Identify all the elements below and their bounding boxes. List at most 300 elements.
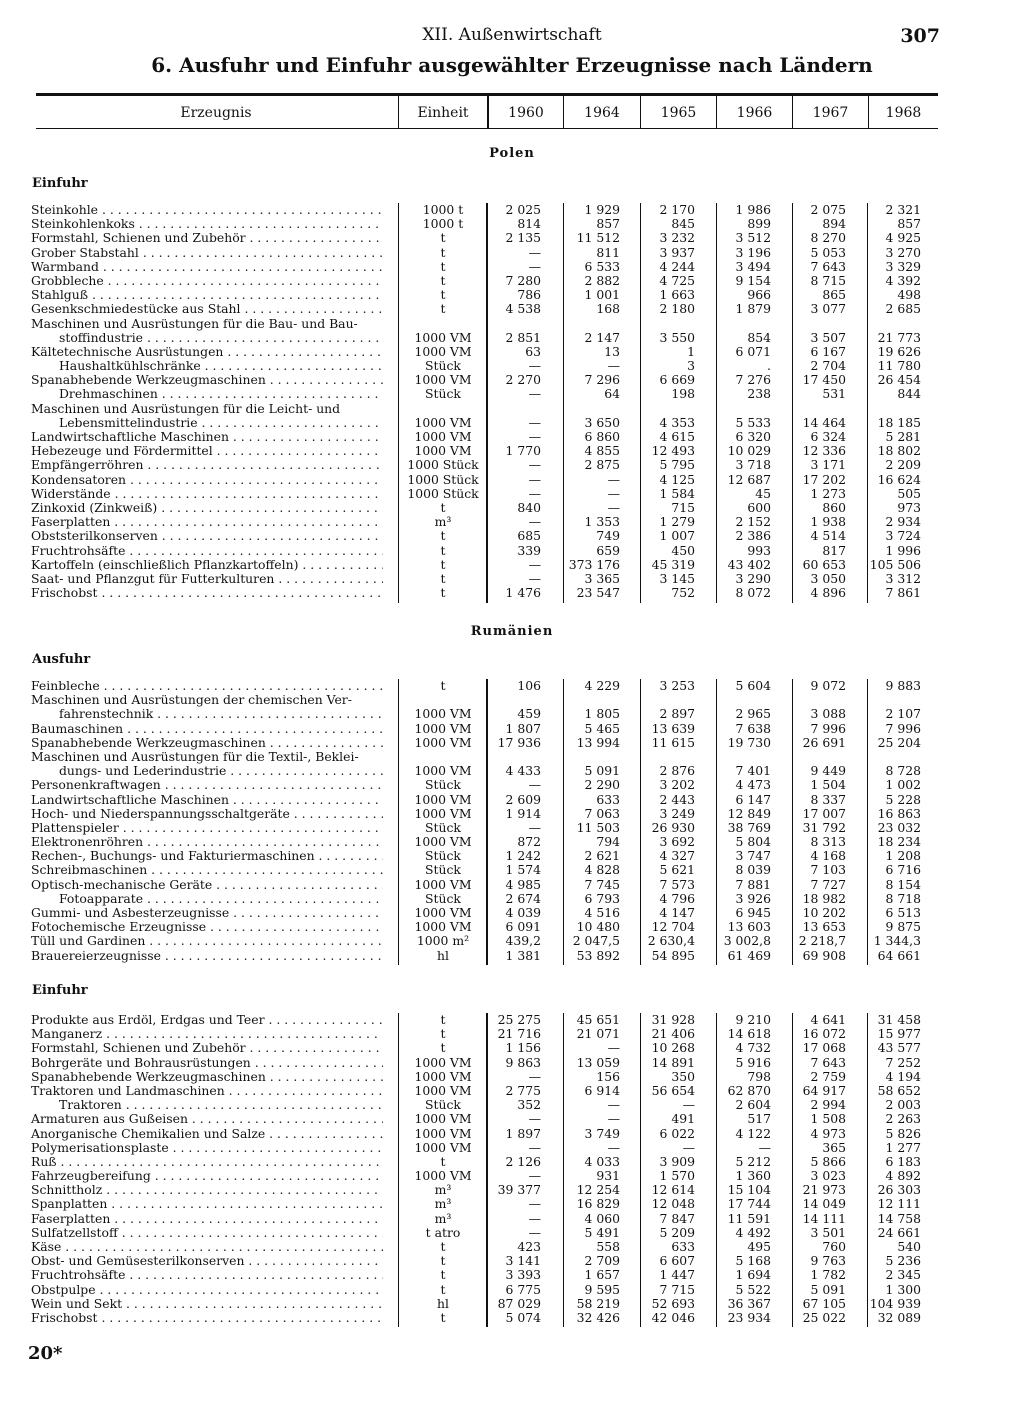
row-unit: 1000 Stück xyxy=(407,457,479,473)
row-value: 5 522 xyxy=(735,1281,771,1297)
row-value: 45 xyxy=(755,485,771,501)
row-unit: t xyxy=(440,542,446,558)
row-value: 4 828 xyxy=(584,862,620,878)
column-rule xyxy=(716,1013,717,1327)
country-heading-polen: Polen xyxy=(489,146,535,161)
row-value: 2 759 xyxy=(810,1068,846,1084)
row-value: 3 290 xyxy=(735,570,771,586)
row-value: 17 202 xyxy=(802,471,846,487)
row-value: 12 254 xyxy=(576,1182,620,1198)
row-unit: t xyxy=(440,244,446,260)
column-rule xyxy=(398,203,399,603)
row-value: 600 xyxy=(747,499,771,515)
row-value: 5 228 xyxy=(885,791,921,807)
row-value: 14 111 xyxy=(802,1210,846,1226)
row-value: 786 xyxy=(517,287,541,303)
row-value: 844 xyxy=(897,386,921,402)
column-rule xyxy=(640,679,641,965)
row-unit: 1000 VM xyxy=(414,443,472,459)
row-value: 61 469 xyxy=(727,947,771,963)
row-value: 2 218,7 xyxy=(798,933,846,949)
row-value: 11 615 xyxy=(651,734,695,750)
table-row xyxy=(0,863,1024,877)
row-value: 10 202 xyxy=(802,905,846,920)
row-value: 973 xyxy=(897,499,921,515)
row-value: 966 xyxy=(747,287,771,303)
table-row xyxy=(0,1254,1024,1268)
row-value: — xyxy=(528,386,541,402)
row-unit: t xyxy=(440,272,446,288)
row-value: 2 107 xyxy=(885,706,921,722)
row-value: — xyxy=(528,1068,541,1084)
row-value: 3 512 xyxy=(735,230,771,246)
row-value: 21 071 xyxy=(576,1026,620,1042)
row-unit: m³ xyxy=(434,1210,452,1226)
row-unit: t atro xyxy=(425,1224,461,1240)
row-value: 7 727 xyxy=(810,876,846,892)
row-value: 64 917 xyxy=(802,1082,846,1098)
row-value: 3 171 xyxy=(810,457,846,473)
row-value: 459 xyxy=(517,706,541,722)
row-value: 339 xyxy=(517,542,541,558)
row-value: 798 xyxy=(747,1068,771,1084)
row-value: 1 007 xyxy=(659,528,695,544)
row-value: 4 122 xyxy=(735,1125,771,1141)
row-unit: 1000 VM xyxy=(414,763,472,779)
row-value: 3 023 xyxy=(810,1168,846,1184)
row-unit: 1000 Stück xyxy=(407,485,479,501)
row-label: Feinbleche . . . xyxy=(31,679,383,693)
row-label: Wein und Sekt . . . xyxy=(31,1297,383,1311)
table-row xyxy=(0,949,1024,963)
row-value: 439,2 xyxy=(505,933,541,949)
column-header-year: 1967 xyxy=(812,105,849,121)
row-value: 17 068 xyxy=(802,1040,846,1056)
row-value: 25 275 xyxy=(497,1012,541,1027)
row-value: 10 268 xyxy=(651,1040,695,1056)
row-unit: Stück xyxy=(425,386,461,402)
row-value: 1 156 xyxy=(505,1040,541,1056)
table-row xyxy=(0,1268,1024,1282)
table-row xyxy=(0,331,1024,345)
column-rule xyxy=(398,679,399,965)
row-value: 365 xyxy=(822,1139,846,1155)
column-rule xyxy=(716,679,717,965)
row-value: 7 280 xyxy=(505,272,541,288)
row-value: 1 929 xyxy=(584,202,620,217)
row-unit: t xyxy=(440,585,446,601)
row-value: 4 732 xyxy=(735,1040,771,1056)
row-value: 3 650 xyxy=(584,414,620,430)
row-value: 2 270 xyxy=(505,372,541,388)
row-label: Armaturen aus Gußeisen . . . xyxy=(31,1112,383,1126)
row-value: 42 046 xyxy=(651,1309,695,1325)
row-unit: 1000 VM xyxy=(414,876,472,892)
row-value: 7 861 xyxy=(885,585,921,601)
row-value: 5 604 xyxy=(735,678,771,693)
row-value: 4 892 xyxy=(885,1168,921,1184)
column-rule xyxy=(563,679,564,965)
row-value: 2 180 xyxy=(659,301,695,317)
table-row xyxy=(0,288,1024,302)
row-label: Widerstände . . . xyxy=(31,487,383,501)
row-value: 5 826 xyxy=(885,1125,921,1141)
row-value: 3 145 xyxy=(659,570,695,586)
row-value: — xyxy=(528,358,541,374)
row-unit: t xyxy=(440,570,446,586)
row-value: 13 xyxy=(604,343,620,359)
row-value: 3 xyxy=(687,358,695,374)
row-unit: t xyxy=(440,1012,446,1027)
table-row xyxy=(0,260,1024,274)
row-value: 7 715 xyxy=(659,1281,695,1297)
row-value: 6 183 xyxy=(885,1153,921,1169)
row-value: 4 985 xyxy=(505,876,541,892)
table-row xyxy=(0,231,1024,245)
row-value: 5 491 xyxy=(584,1224,620,1240)
row-unit: t xyxy=(440,258,446,274)
row-unit: t xyxy=(440,1281,446,1297)
row-label: Sulfatzellstoff . . . xyxy=(31,1226,383,1240)
rows-rumaenien-ausfuhr xyxy=(0,679,1024,963)
row-value: 794 xyxy=(596,834,620,850)
row-value: 1 353 xyxy=(584,514,620,530)
row-value: 1 002 xyxy=(885,777,921,793)
table-row xyxy=(0,1169,1024,1183)
row-value: 749 xyxy=(596,528,620,544)
row-value: 9 863 xyxy=(505,1054,541,1070)
row-value: 13 603 xyxy=(727,919,771,935)
row-value: 1 914 xyxy=(505,805,541,821)
row-value: 3 501 xyxy=(810,1224,846,1240)
table-row xyxy=(0,515,1024,529)
row-value: 13 653 xyxy=(802,919,846,935)
row-value: 26 930 xyxy=(651,819,695,835)
row-value: 811 xyxy=(596,244,620,260)
row-value: 14 891 xyxy=(651,1054,695,1070)
row-value: 9 449 xyxy=(810,763,846,779)
column-rule xyxy=(867,679,868,965)
row-label: Personenkraftwagen . . . xyxy=(31,778,383,792)
row-value: 12 048 xyxy=(651,1196,695,1212)
row-value: 3 550 xyxy=(659,329,695,345)
column-rule xyxy=(563,203,564,603)
row-value: 11 780 xyxy=(877,358,921,374)
row-value: 5 465 xyxy=(584,720,620,736)
table-row xyxy=(0,835,1024,849)
row-value: — xyxy=(607,1139,620,1155)
table-row xyxy=(0,487,1024,501)
row-value: 931 xyxy=(596,1168,620,1184)
table-row xyxy=(0,529,1024,543)
row-value: 1 996 xyxy=(885,542,921,558)
row-value: 1 663 xyxy=(659,287,695,303)
row-value: 26 691 xyxy=(802,734,846,750)
table-row xyxy=(0,1226,1024,1240)
row-value: 25 022 xyxy=(802,1309,846,1325)
row-value: 63 xyxy=(525,343,541,359)
row-value: 854 xyxy=(747,329,771,345)
row-value: 3 196 xyxy=(735,244,771,260)
row-value: 4 896 xyxy=(810,585,846,601)
row-value: 2 321 xyxy=(885,202,921,217)
table-row xyxy=(0,317,1024,331)
row-value: 1 279 xyxy=(659,514,695,530)
row-unit: 1000 VM xyxy=(414,805,472,821)
row-label: fahrenstechnik . . . xyxy=(31,707,383,721)
row-value: 4 492 xyxy=(735,1224,771,1240)
column-rule xyxy=(640,203,641,603)
row-value: 25 204 xyxy=(877,734,921,750)
row-value: 752 xyxy=(671,585,695,601)
row-value: 899 xyxy=(747,216,771,232)
row-value: 5 866 xyxy=(810,1153,846,1169)
row-value: — xyxy=(528,414,541,430)
row-unit: Stück xyxy=(425,862,461,878)
table-row xyxy=(0,1183,1024,1197)
table-row xyxy=(0,892,1024,906)
row-value: 9 210 xyxy=(735,1012,771,1027)
row-value: 10 480 xyxy=(576,919,620,935)
row-value: 58 219 xyxy=(576,1295,620,1311)
row-value: 58 652 xyxy=(877,1082,921,1098)
row-value: 18 185 xyxy=(877,414,921,430)
row-value: 8 072 xyxy=(735,585,771,601)
row-value: 2 934 xyxy=(885,514,921,530)
row-unit: Stück xyxy=(425,819,461,835)
row-value: 106 xyxy=(517,678,541,693)
row-unit: 1000 VM xyxy=(414,414,472,430)
row-value: 2 882 xyxy=(584,272,620,288)
group-heading-ausfuhr: Ausfuhr xyxy=(32,652,91,667)
row-value: 4 641 xyxy=(810,1012,846,1027)
rows-polen-einfuhr xyxy=(0,203,1024,600)
row-value: 31 458 xyxy=(877,1012,921,1027)
row-value: 43 402 xyxy=(727,556,771,572)
row-value: 21 973 xyxy=(802,1182,846,1198)
row-value: 12 849 xyxy=(727,805,771,821)
row-value: — xyxy=(607,471,620,487)
row-value: 13 639 xyxy=(651,720,695,736)
table-row xyxy=(0,572,1024,586)
row-value: 6 071 xyxy=(735,343,771,359)
row-value: 5 795 xyxy=(659,457,695,473)
row-value: — xyxy=(528,1168,541,1184)
row-label: stoffindustrie . . . xyxy=(31,331,383,345)
table-row xyxy=(0,793,1024,807)
row-label: dungs- und Lederindustrie . . . xyxy=(31,764,383,778)
row-value: 56 654 xyxy=(651,1082,695,1098)
row-value: 2 876 xyxy=(659,763,695,779)
row-value: 3 365 xyxy=(584,570,620,586)
row-value: 4 473 xyxy=(735,777,771,793)
row-value: 7 573 xyxy=(659,876,695,892)
row-value: 6 091 xyxy=(505,919,541,935)
row-value: 8 728 xyxy=(885,763,921,779)
row-value: 60 653 xyxy=(802,556,846,572)
table-row xyxy=(0,1283,1024,1297)
row-value: 18 234 xyxy=(877,834,921,850)
row-value: 5 533 xyxy=(735,414,771,430)
row-value: 2 025 xyxy=(505,202,541,217)
row-value: — xyxy=(528,1139,541,1155)
row-value: 1 381 xyxy=(505,947,541,963)
row-label: Traktoren und Landmaschinen . . . xyxy=(31,1084,383,1098)
row-label: Anorganische Chemikalien und Salze . . . xyxy=(31,1127,383,1141)
row-value: 1 277 xyxy=(885,1139,921,1155)
row-value: 10 029 xyxy=(727,443,771,459)
row-value: 4 796 xyxy=(659,890,695,906)
row-value: 760 xyxy=(822,1239,846,1254)
row-unit: 1000 t xyxy=(422,202,464,217)
row-value: 13 059 xyxy=(576,1054,620,1070)
row-value: 993 xyxy=(747,542,771,558)
row-value: — xyxy=(528,1111,541,1127)
row-value: 7 252 xyxy=(885,1054,921,1070)
row-value: 8 337 xyxy=(810,791,846,807)
row-label: Kartoffeln (einschließlich Pflanzkartoffeln) . . . xyxy=(31,558,383,572)
row-label: Elektronenröhren . . . xyxy=(31,835,383,849)
row-value: — xyxy=(682,1139,695,1155)
row-value: 6 716 xyxy=(885,862,921,878)
row-value: — xyxy=(528,471,541,487)
row-value: 1 574 xyxy=(505,862,541,878)
row-value: — xyxy=(528,485,541,501)
row-value: 1 805 xyxy=(584,706,620,722)
row-value: — xyxy=(528,457,541,473)
row-value: 43 577 xyxy=(877,1040,921,1056)
row-value: 2 003 xyxy=(885,1097,921,1113)
table-row xyxy=(0,1056,1024,1070)
row-value: 5 091 xyxy=(810,1281,846,1297)
row-value: 5 168 xyxy=(735,1253,771,1269)
row-value: 17 007 xyxy=(802,805,846,821)
row-value: 3 141 xyxy=(505,1253,541,1269)
rows-rumaenien-einfuhr xyxy=(0,1013,1024,1325)
row-value: 373 176 xyxy=(568,556,620,572)
row-value: 817 xyxy=(822,542,846,558)
row-value: 3 494 xyxy=(735,258,771,274)
table-row xyxy=(0,1027,1024,1041)
row-value: 6 793 xyxy=(584,890,620,906)
table-row xyxy=(0,1197,1024,1211)
row-value: 857 xyxy=(897,216,921,232)
row-value: 8 270 xyxy=(810,230,846,246)
row-value: 7 881 xyxy=(735,876,771,892)
row-value: 4 244 xyxy=(659,258,695,274)
row-label: Grobbleche . . . xyxy=(31,274,383,288)
row-value: 26 454 xyxy=(877,372,921,388)
row-value: 7 103 xyxy=(810,862,846,878)
row-unit: 1000 VM xyxy=(414,1168,472,1184)
row-value: 4 855 xyxy=(584,443,620,459)
row-label: Brauereierzeugnisse . . . xyxy=(31,949,383,963)
row-value: 7 996 xyxy=(885,720,921,736)
row-value: 495 xyxy=(747,1239,771,1254)
table-row xyxy=(0,906,1024,920)
table-row xyxy=(0,1311,1024,1325)
table-row xyxy=(0,458,1024,472)
row-value: 1 782 xyxy=(810,1267,846,1283)
row-value: 4 168 xyxy=(810,848,846,864)
table-row xyxy=(0,778,1024,792)
table-row xyxy=(0,246,1024,260)
row-value: 11 512 xyxy=(576,230,620,246)
table-row xyxy=(0,821,1024,835)
row-label: Bohrgeräte und Bohrausrüstungen . . . xyxy=(31,1056,383,1070)
row-label: Obstpulpe . . . xyxy=(31,1283,383,1297)
row-value: 423 xyxy=(517,1239,541,1254)
row-value: 5 236 xyxy=(885,1253,921,1269)
row-value: 1 xyxy=(687,343,695,359)
row-unit: t xyxy=(440,1026,446,1042)
row-value: 6 022 xyxy=(659,1125,695,1141)
table-row xyxy=(0,387,1024,401)
row-value: 12 687 xyxy=(727,471,771,487)
row-value: — xyxy=(528,777,541,793)
column-rule xyxy=(486,679,488,965)
table-row xyxy=(0,1112,1024,1126)
row-value: 6 669 xyxy=(659,372,695,388)
row-value: 505 xyxy=(897,485,921,501)
row-value: 6 513 xyxy=(885,905,921,920)
row-value: 491 xyxy=(671,1111,695,1127)
column-rule xyxy=(398,1013,399,1327)
row-label: Hoch- und Niederspannungsschaltgeräte . . . xyxy=(31,807,383,821)
row-label: Schreibmaschinen . . . xyxy=(31,863,383,877)
row-value: 238 xyxy=(747,386,771,402)
row-value: 11 503 xyxy=(576,819,620,835)
row-value: 9 875 xyxy=(885,919,921,935)
row-unit: t xyxy=(440,678,446,693)
table-row xyxy=(0,1127,1024,1141)
row-value: 352 xyxy=(517,1097,541,1113)
row-value: — xyxy=(528,244,541,260)
row-value: 7 296 xyxy=(584,372,620,388)
row-value: 5 804 xyxy=(735,834,771,850)
row-value: 2 609 xyxy=(505,791,541,807)
row-value: 1 300 xyxy=(885,1281,921,1297)
row-value: 3 077 xyxy=(810,301,846,317)
row-value: 5 074 xyxy=(505,1309,541,1325)
row-unit: t xyxy=(440,287,446,303)
table-row xyxy=(0,750,1024,764)
row-label: Landwirtschaftliche Maschinen . . . xyxy=(31,793,383,807)
row-value: . xyxy=(767,358,771,374)
row-label: Fotochemische Erzeugnisse . . . xyxy=(31,920,383,934)
column-rule xyxy=(792,1013,793,1327)
row-value: 26 303 xyxy=(877,1182,921,1198)
row-value: 3 507 xyxy=(810,329,846,345)
row-value: 4 194 xyxy=(885,1068,921,1084)
table-row xyxy=(0,1070,1024,1084)
row-value: 17 744 xyxy=(727,1196,771,1212)
row-value: — xyxy=(528,1210,541,1226)
row-value: 2 851 xyxy=(505,329,541,345)
row-value: 4 516 xyxy=(584,905,620,920)
row-value: 4 039 xyxy=(505,905,541,920)
row-value: 2 290 xyxy=(584,777,620,793)
row-value: 2 386 xyxy=(735,528,771,544)
row-label: Gesenkschmiedestücke aus Stahl . . . xyxy=(31,302,383,316)
row-value: 2 685 xyxy=(885,301,921,317)
row-value: 8 715 xyxy=(810,272,846,288)
row-value: 2 704 xyxy=(810,358,846,374)
row-value: 12 614 xyxy=(651,1182,695,1198)
column-header-year: 1966 xyxy=(736,105,773,121)
row-label: Maschinen und Ausrüstungen für die Bau- und Bau- xyxy=(31,316,358,331)
row-value: 21 716 xyxy=(497,1026,541,1042)
